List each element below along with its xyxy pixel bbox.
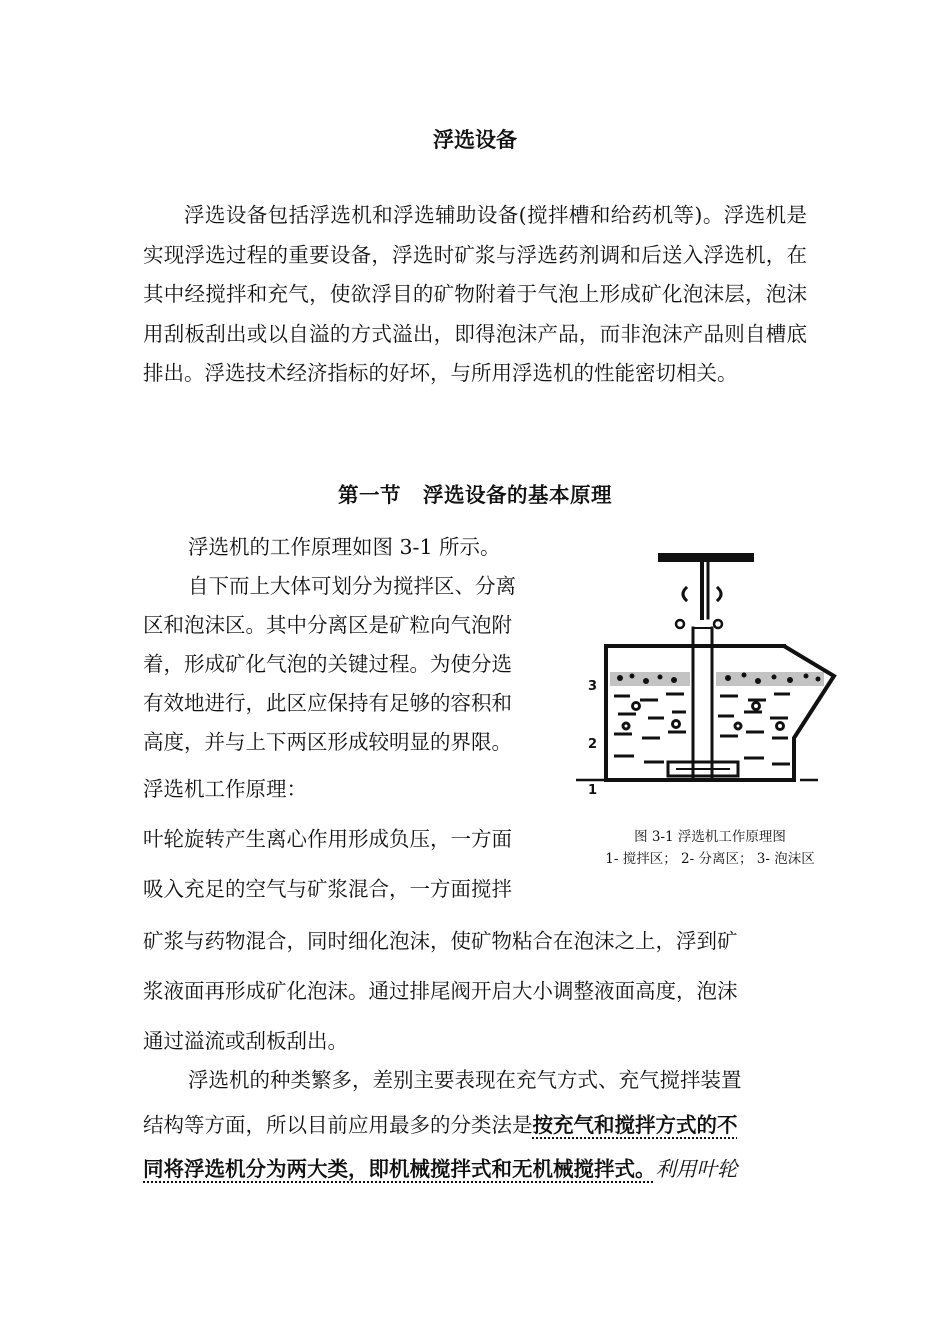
- section-number: 第一节: [338, 483, 401, 507]
- intro-paragraph: 浮选设备包括浮选机和浮选辅助设备(搅拌槽和给药机等)。浮选机是实现浮选过程的重要设备，浮选时矿浆与浮选药剂调和后送入浮选机，在其中经搅拌和充气，使欲浮目的矿物附着于气泡上形成矿化泡沫层，泡沫用刮板刮出或以自溢的方式溢出，即得泡沫产品，而非泡沫产品则自槽底排出。浮选技术经济指标的好坏，与所用浮选机的性能密切相关。: [143, 203, 807, 386]
- working-principle-line: 叶轮旋转产生离心作用形成负压，一方面: [143, 827, 512, 851]
- agitation-zone: [614, 756, 790, 776]
- working-principle-heading: 浮选机工作原理：: [143, 777, 307, 801]
- section-heading: [0, 478, 950, 508]
- principle-line: 着，形成矿化气泡的关键过程。为使分选: [143, 652, 512, 676]
- froth-zone: [610, 672, 824, 686]
- working-principle-line: 通过溢流或刮板刮出。: [143, 1029, 348, 1053]
- classification-emphasis: 按充气和搅拌方式的不: [532, 1113, 738, 1137]
- principle-line: 自下而上大体可划分为搅拌区、分离: [188, 574, 516, 598]
- classification-line: [143, 1108, 738, 1138]
- classification-emphasis: 同将浮选机分为两大类，即机械搅拌式和无机械搅拌式。: [143, 1157, 656, 1181]
- classification-line: 浮选机的种类繁多，差别主要表现在充气方式、充气搅拌装置: [188, 1068, 742, 1092]
- working-principle-line: 矿浆与药物混合，同时细化泡沫，使矿物粘合在泡沫之上，浮到矿: [143, 929, 738, 953]
- principle-line: 区和泡沫区。其中分离区是矿粒向气泡附: [143, 613, 512, 637]
- tank-outline: [606, 646, 834, 780]
- drive-handle: [658, 553, 754, 562]
- classification-line: [143, 1152, 738, 1182]
- figure-caption-title: 图 3-1 浮选机工作原理图: [634, 829, 786, 845]
- principle-line: 高度，并与上下两区形成较明显的界限。: [143, 730, 512, 754]
- working-principle-line: 吸入充足的空气与矿浆混合，一方面搅拌: [143, 877, 512, 901]
- figure-caption-legend: 1- 搅拌区； 2- 分离区； 3- 泡沫区: [605, 851, 815, 867]
- flotation-machine-diagram: [568, 548, 838, 800]
- classification-continuation: 利用叶轮: [655, 1157, 738, 1181]
- zone-label-3: 3: [588, 679, 598, 694]
- zone-label-1: 1: [588, 783, 598, 798]
- separation-zone: [614, 694, 790, 738]
- working-principle-line: 浆液面再形成矿化泡沫。通过排尾阀开启大小调整液面高度，泡沫: [143, 979, 738, 1003]
- principle-line: 有效地进行，此区应保持有足够的容积和: [143, 691, 512, 715]
- principle-line: 浮选机的工作原理如图 3-1 所示。: [188, 535, 501, 559]
- section-title: 浮选设备的基本原理: [423, 483, 612, 507]
- classification-text: 结构等方面，所以目前应用最多的分类法是: [143, 1113, 533, 1137]
- page-title: 浮选设备: [433, 127, 517, 152]
- zone-label-2: 2: [588, 737, 598, 752]
